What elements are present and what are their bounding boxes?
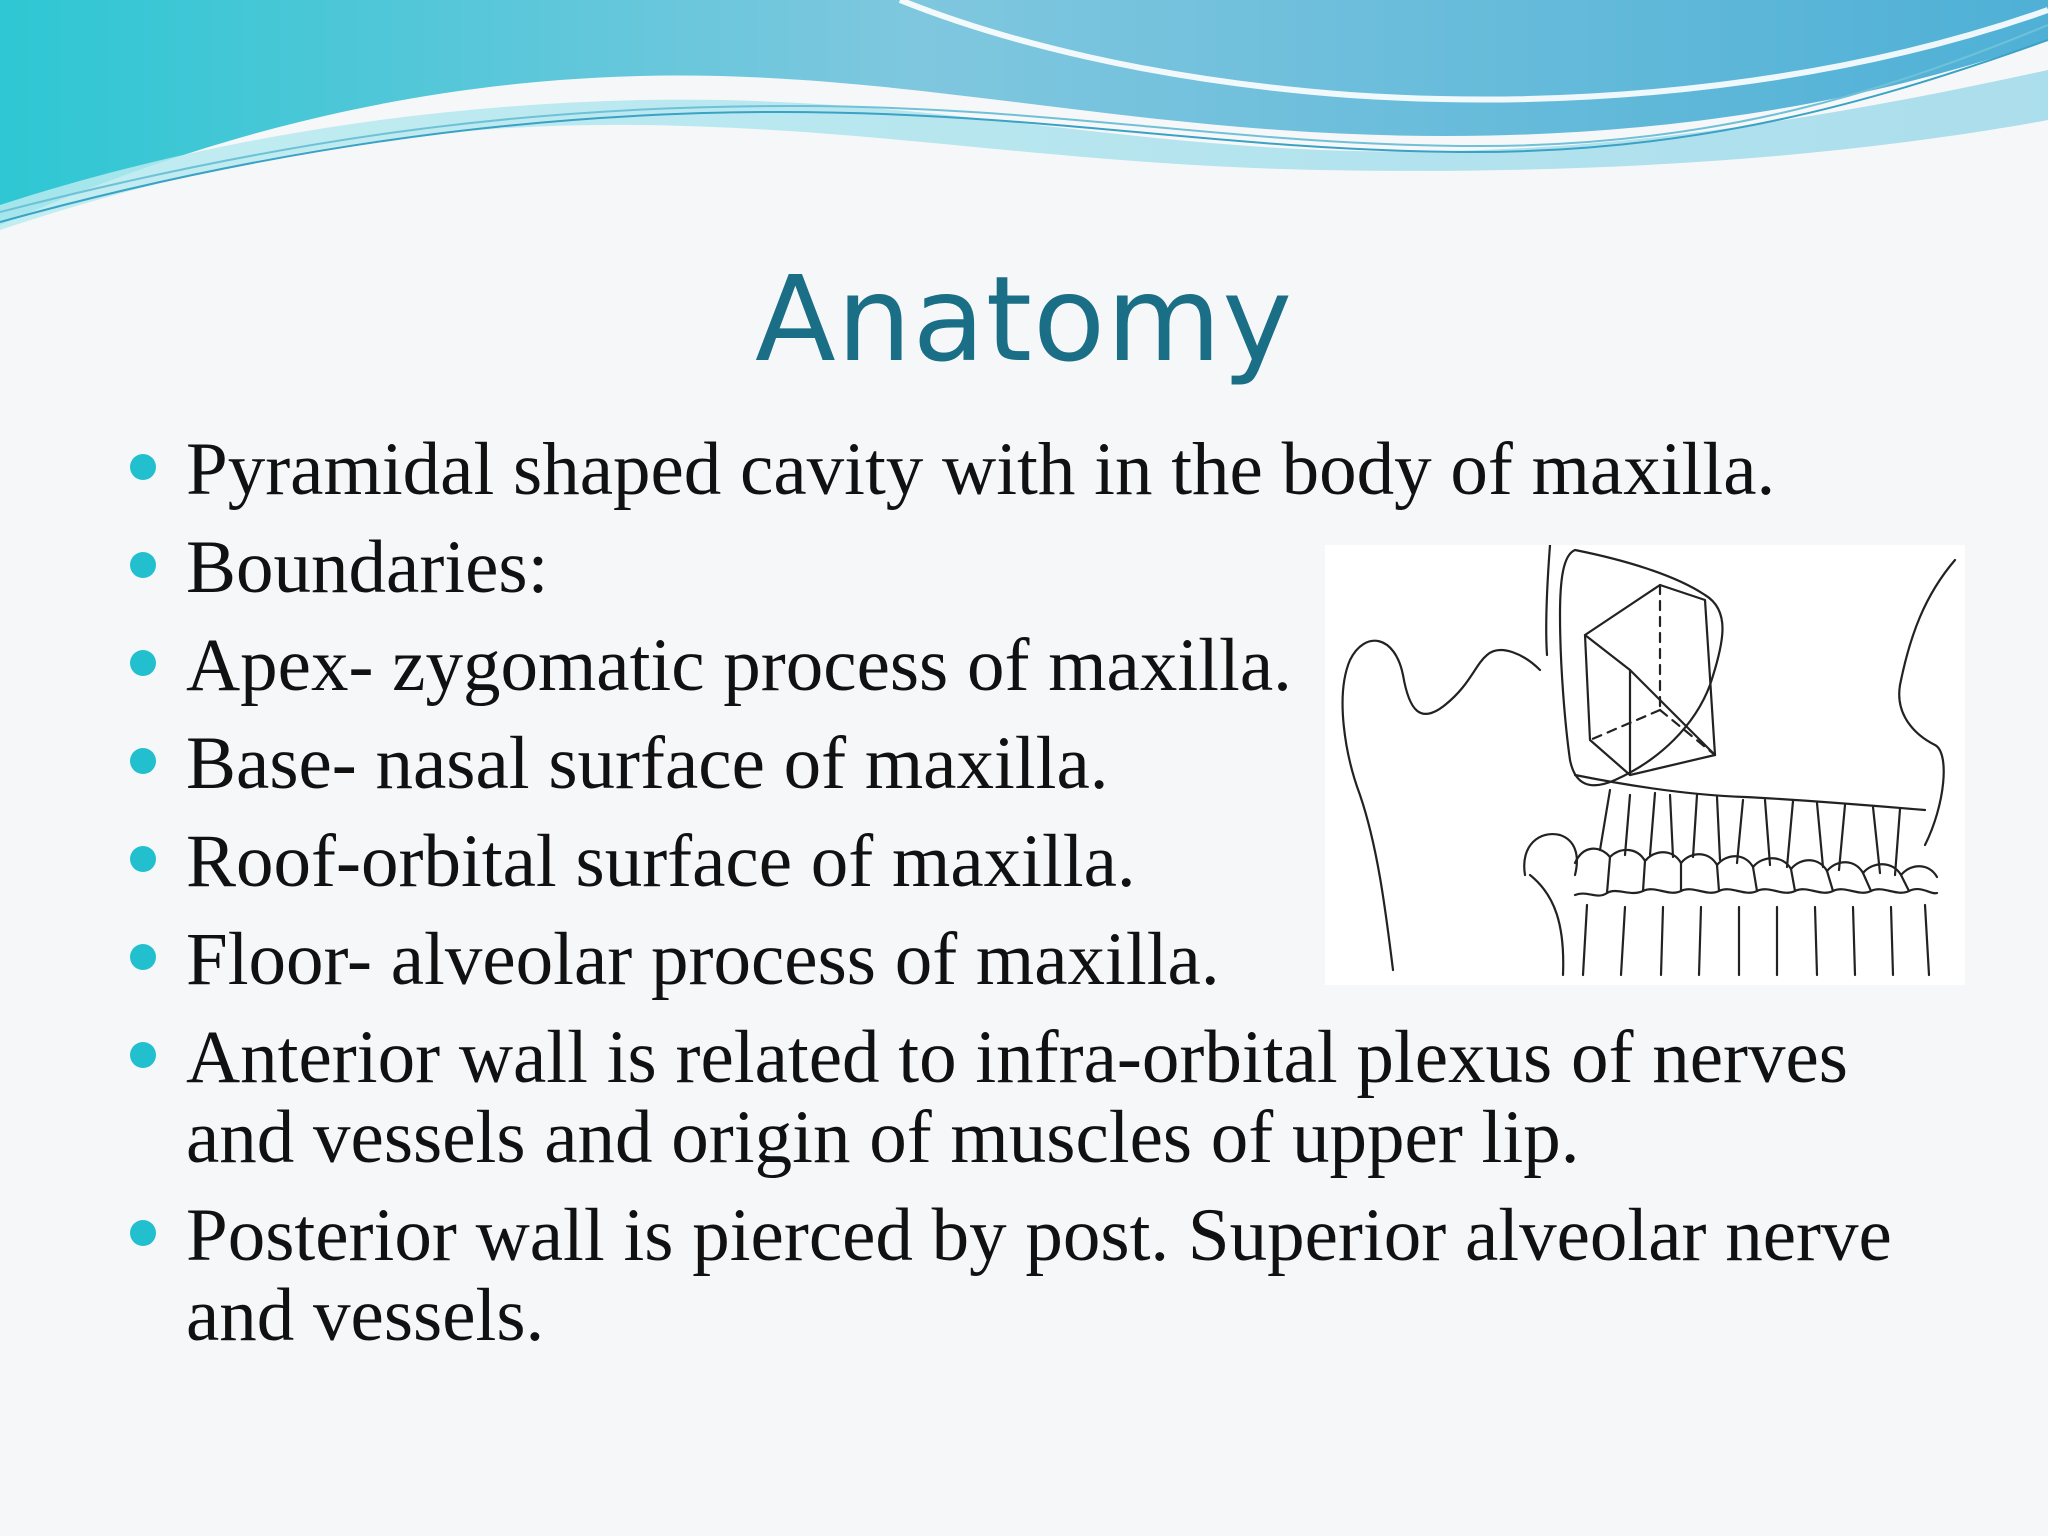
bullet-dot-icon: [130, 846, 156, 872]
bullet-dot-icon: [130, 748, 156, 774]
bullet-text: Posterior wall is pierced by post. Superior alveolar nerve and vessels.: [186, 1194, 1892, 1357]
bullet-item: [130, 1196, 1920, 1356]
bullet-text: Roof-orbital surface of maxilla.: [186, 820, 1136, 903]
bullet-dot-icon: [130, 552, 156, 578]
bullet-item: [130, 528, 1376, 608]
bullet-item: [130, 822, 1376, 902]
wave-header-decoration: [0, 0, 2048, 240]
bullet-dot-icon: [130, 1042, 156, 1068]
bullet-dot-icon: [130, 454, 156, 480]
bullet-dot-icon: [130, 650, 156, 676]
bullet-item: [130, 1018, 1920, 1178]
slide-title: Anatomy: [754, 250, 1294, 388]
maxillary-sinus-figure: [1325, 545, 1965, 985]
bullet-text: Pyramidal shaped cavity with in the body of maxilla.: [186, 428, 1776, 511]
bullet-item: [130, 430, 1920, 510]
bullet-text: Floor- alveolar process of maxilla.: [186, 918, 1220, 1001]
bullet-text: Anterior wall is related to infra-orbital plexus of nerves and vessels and origin of muscles of upper lip.: [186, 1016, 1848, 1179]
bullet-item: [130, 724, 1376, 804]
bullet-dot-icon: [130, 944, 156, 970]
bullet-dot-icon: [130, 1220, 156, 1246]
bullet-item: [130, 920, 1376, 1000]
bullet-text: Apex- zygomatic process of maxilla.: [186, 624, 1292, 707]
bullet-text: Boundaries:: [186, 526, 549, 609]
bullet-item: [130, 626, 1376, 706]
bullet-text: Base- nasal surface of maxilla.: [186, 722, 1109, 805]
